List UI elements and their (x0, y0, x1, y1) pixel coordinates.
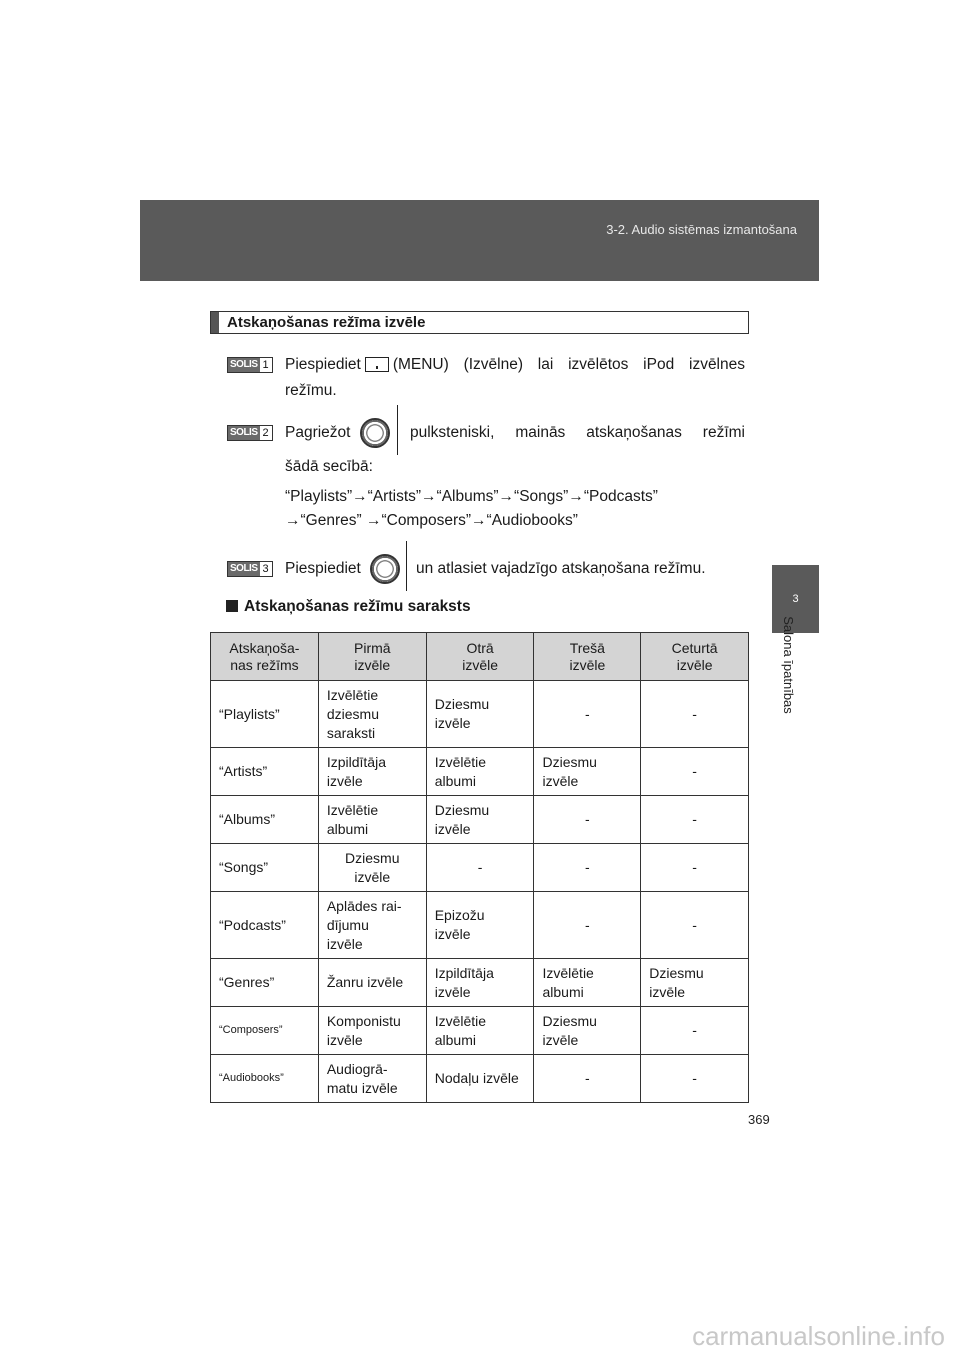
heading-bar (211, 312, 219, 333)
table-cell: Dziesmu izvēle (534, 1007, 641, 1055)
table-cell: Izvēlētie albumi (534, 959, 641, 1007)
step-badge-label: SOLIS (230, 563, 258, 574)
knob-divider-line (397, 405, 398, 455)
table-cell: “Albums” (211, 796, 319, 844)
table-cell: Izvēlētie albumi (426, 1007, 534, 1055)
table-cell: “Podcasts” (211, 892, 319, 959)
header-third (534, 633, 641, 681)
table-row (211, 796, 749, 844)
table-cell: Dziesmu izvēle (318, 844, 426, 892)
section-title-header: 3-2. Audio sistēmas izmantošana (606, 222, 797, 237)
table-cell: Izpildītāja izvēle (318, 748, 426, 796)
table-cell: - (426, 844, 534, 892)
menu-button-icon (365, 357, 389, 372)
table-row (211, 748, 749, 796)
step-1-text (285, 354, 745, 376)
header-cell-text: Atskaņoša- nas režīms (229, 639, 300, 673)
table-cell: Izvēlētie albumi (426, 748, 534, 796)
chapter-tab: 3 (772, 565, 819, 633)
tune-knob-icon (370, 554, 400, 584)
step-1-text-line2: režīmu. (285, 382, 337, 399)
table-cell: Audiogrā- matu izvēle (318, 1055, 426, 1103)
table-cell: Epizožu izvēle (426, 892, 534, 959)
table-cell: - (534, 844, 641, 892)
table-cell: “Playlists” (211, 681, 319, 748)
mode-sequence-line1: “Playlists”→“Artists”→“Albums”→“Songs”→“Podcasts” (285, 488, 658, 505)
table-cell: - (641, 844, 749, 892)
watermark-logo[interactable]: carmanualsonline.info (692, 1321, 945, 1351)
step-1-text-after: (MENU) (Izvēlne) lai izvēlētos iPod izvēlnes (392, 356, 745, 373)
playback-modes-table (210, 632, 749, 1103)
knob-divider-line (406, 541, 407, 591)
table-row (211, 1007, 749, 1055)
step-3-text-after: un atlasiet vajadzīgo atskaņošana režīmu. (416, 560, 706, 577)
table-cell: - (641, 1007, 749, 1055)
step-badge-label: SOLIS (230, 427, 258, 438)
table-cell: Žanru izvēle (318, 959, 426, 1007)
section-heading (210, 311, 749, 334)
step-badge-number: 1 (262, 359, 269, 371)
step-2-text-after: pulksteniski, mainās atskaņošanas režīmi (410, 424, 745, 441)
page-number: 369 (748, 1112, 770, 1127)
table-cell: “Songs” (211, 844, 319, 892)
table-header-row (211, 633, 749, 681)
table-row (211, 892, 749, 959)
table-row (211, 959, 749, 1007)
header-cell-text: Ceturtā izvēle (671, 639, 718, 673)
table-cell: “Audiobooks” (211, 1055, 319, 1103)
table-cell: - (534, 681, 641, 748)
table-cell: “Artists” (211, 748, 319, 796)
table-cell: Dziesmu izvēle (534, 748, 641, 796)
header-band (140, 200, 819, 281)
table-cell: - (641, 1055, 749, 1103)
header-mode (211, 633, 319, 681)
table-subheading (226, 598, 471, 616)
header-cell-text: Otrā izvēle (462, 639, 498, 673)
table-cell: - (641, 748, 749, 796)
mode-sequence-line2: →“Genres” →“Composers”→“Audiobooks” (285, 512, 578, 529)
table-cell: - (534, 892, 641, 959)
table-cell: Dziesmu izvēle (426, 796, 534, 844)
step-badge-2 (227, 425, 273, 441)
table-cell: Dziesmu izvēle (426, 681, 534, 748)
step-badge-1 (227, 357, 273, 373)
table-cell: - (534, 796, 641, 844)
header-fourth (641, 633, 749, 681)
header-cell-text: Trešā izvēle (569, 639, 606, 673)
section-heading-text: Atskaņošanas režīma izvēle (227, 314, 426, 331)
chapter-label: Salona īpatnības (781, 616, 796, 714)
table-cell: - (641, 892, 749, 959)
table-cell: Nodaļu izvēle (426, 1055, 534, 1103)
table-cell: Izvēlētie albumi (318, 796, 426, 844)
table-cell: Izpildītāja izvēle (426, 959, 534, 1007)
table-row (211, 1055, 749, 1103)
table-subheading-text: Atskaņošanas režīmu saraksts (244, 598, 471, 615)
step-badge-3 (227, 561, 273, 577)
step-badge-number: 3 (262, 563, 269, 575)
step-2-text-before: Pagriežot (285, 424, 351, 441)
header-cell-text: Pirmā izvēle (354, 639, 391, 673)
header-first (318, 633, 426, 681)
step-3-text-before: Piespiediet (285, 560, 361, 577)
table-cell: - (641, 796, 749, 844)
table-cell: Izvēlētie dziesmu saraksti (318, 681, 426, 748)
square-bullet-icon (226, 600, 238, 612)
table-cell: Komponistu izvēle (318, 1007, 426, 1055)
table-cell: - (534, 1055, 641, 1103)
step-badge-number: 2 (262, 427, 269, 439)
step-1-text-before: Piespiediet (285, 356, 361, 373)
table-cell: Aplādes rai- dījumu izvēle (318, 892, 426, 959)
table-cell: - (641, 681, 749, 748)
table-row (211, 844, 749, 892)
table-cell: “Composers” (211, 1007, 319, 1055)
tune-knob-icon (360, 418, 390, 448)
table-cell: Dziesmu izvēle (641, 959, 749, 1007)
step-2-text-line2: šādā secībā: (285, 458, 373, 475)
table-cell: “Genres” (211, 959, 319, 1007)
table-row (211, 681, 749, 748)
step-badge-label: SOLIS (230, 359, 258, 370)
header-second (426, 633, 534, 681)
